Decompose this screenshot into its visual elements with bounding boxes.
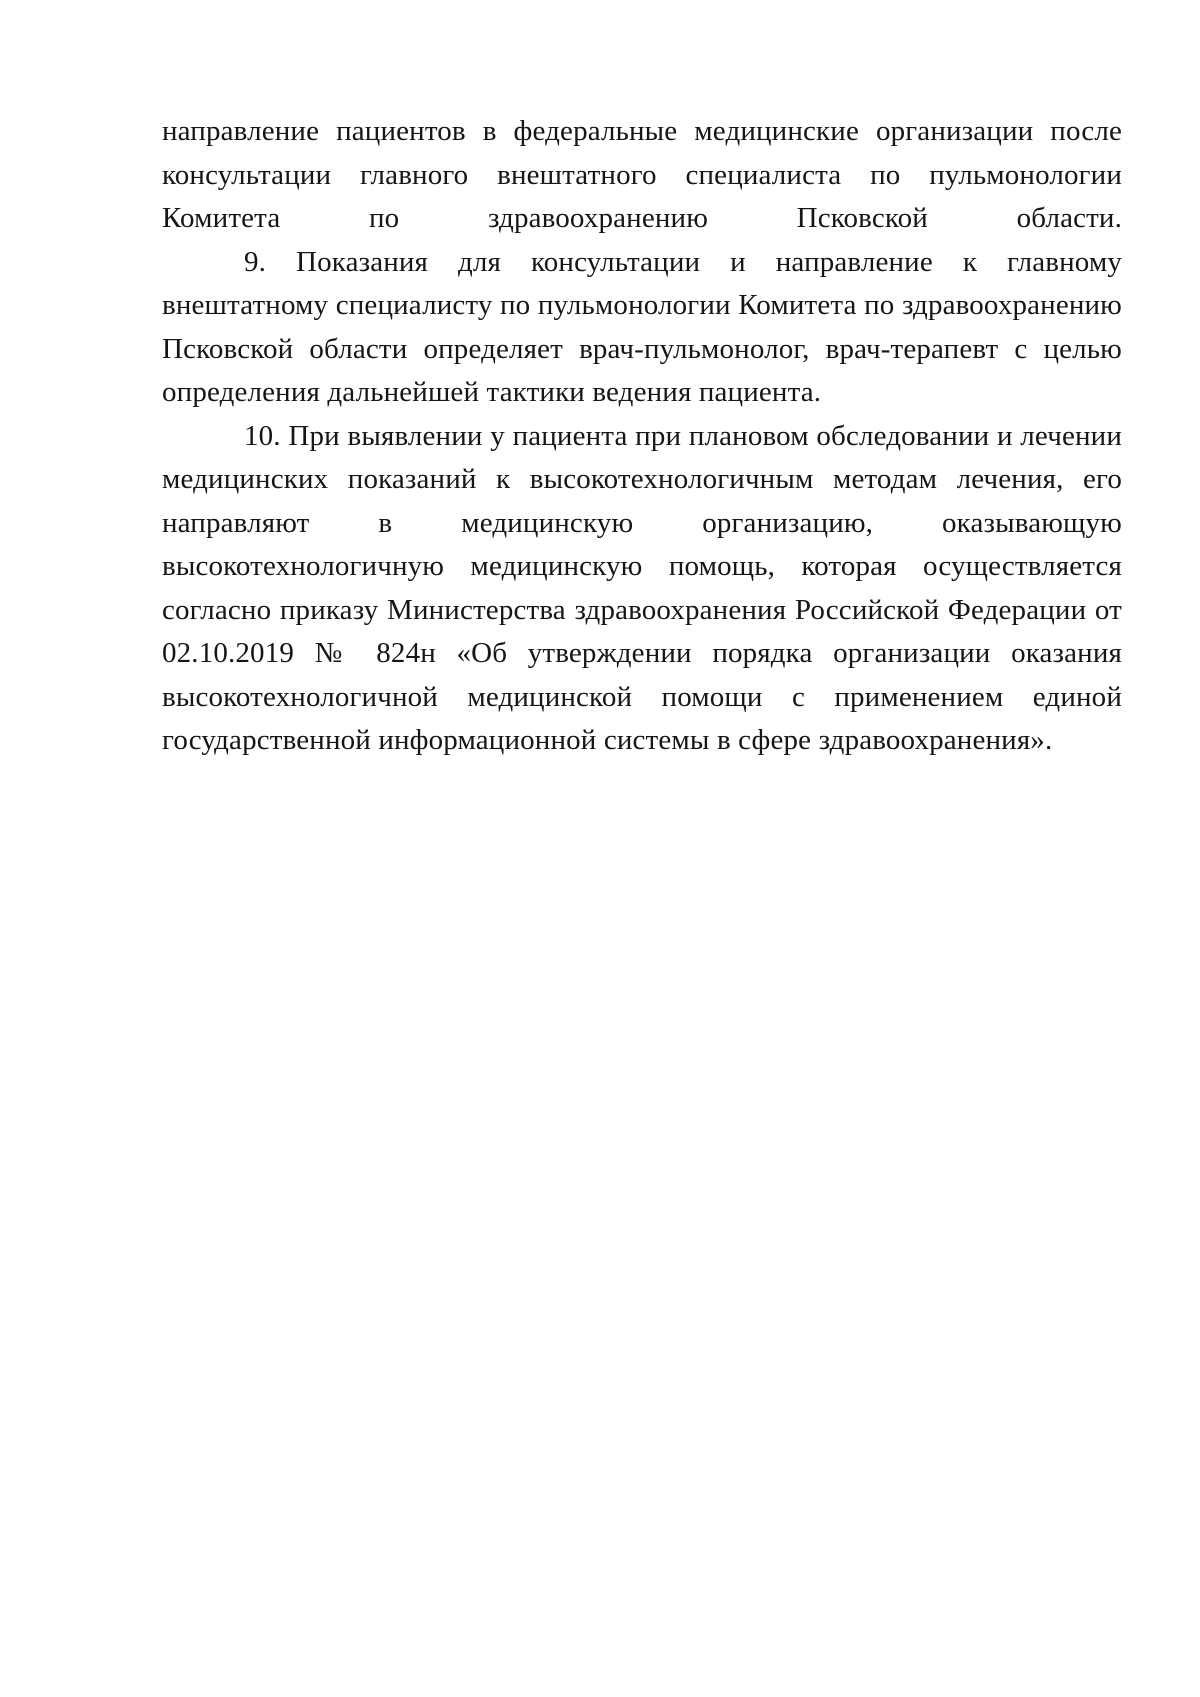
paragraph-10 [162, 415, 1122, 763]
paragraph-number: 10. [244, 419, 281, 452]
paragraph-continued [162, 110, 1122, 241]
paragraph-number: 9. [244, 245, 267, 278]
document-body [162, 110, 1122, 763]
paragraph-text: направление пациентов в федеральные медицинские организации после консультации главного внештатного специалиста по пульмонологии Комитета по здравоохранению Псковской области. [162, 115, 1122, 234]
paragraph-text: Показания для консультации и направление к главному внештатному специалисту по пульмонологии Комитета по здравоохранению Псковской области определяет врач-пульмонолог, врач-терапевт с целью определения дальнейшей тактики ведения пациента. [162, 245, 1123, 408]
paragraph-text: При выявлении у пациента при плановом обследовании и лечении медицинских показаний к высокотехнологичным методам лечения, его направляют в медицинскую организацию, оказывающую высокотехнологичную медицинскую помощь, которая осуществляется согласно приказу Министерства здравоохранения Российской Федерации от 02.10.2019 № 824н «Об утверждении порядка организации оказания высокотехнологичной медицинской помощи с применением единой государственной информационной системы в сфере здравоохранения». [162, 419, 1122, 756]
paragraph-9 [162, 241, 1122, 415]
